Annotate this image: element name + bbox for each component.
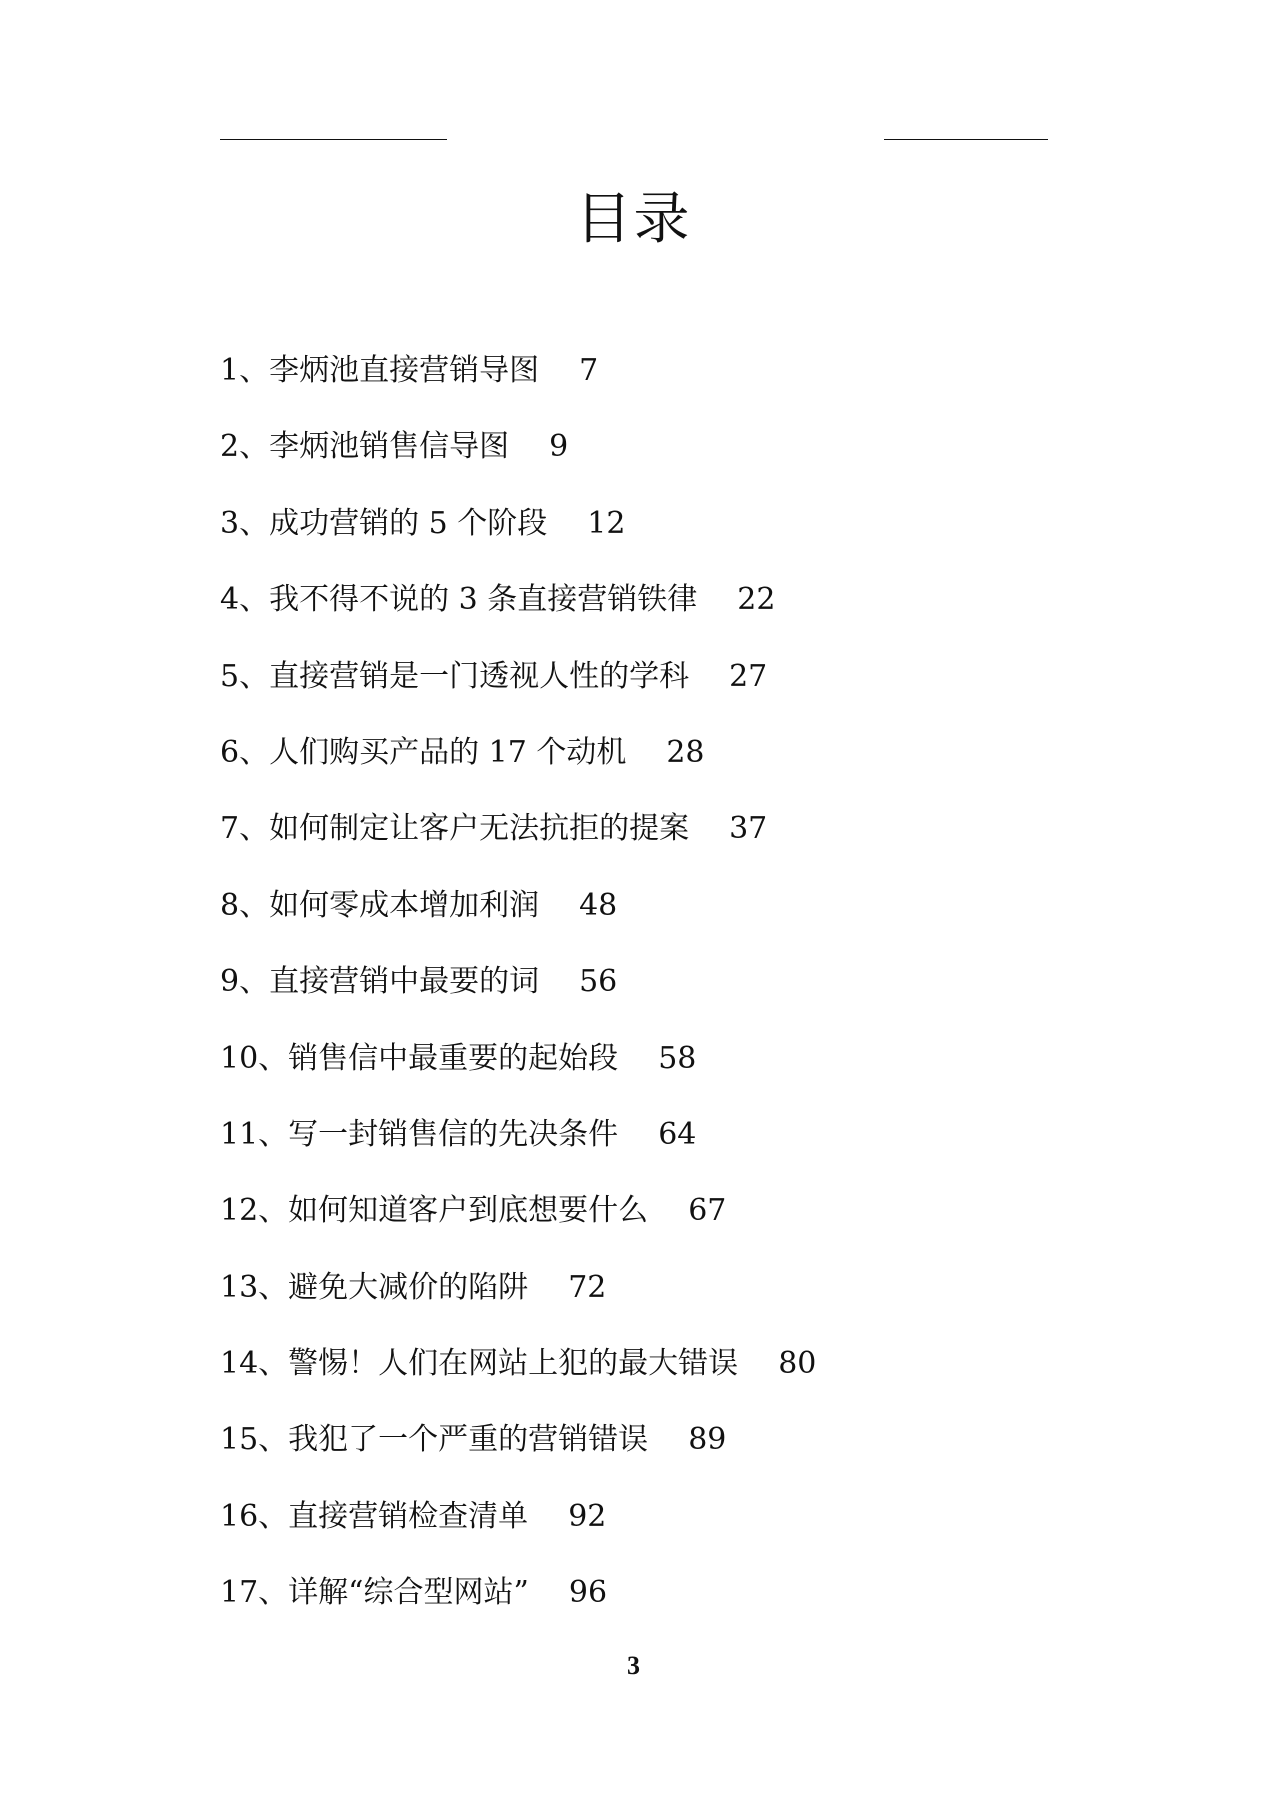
toc-entry[interactable] [220, 1100, 1120, 1176]
toc-entry[interactable] [220, 794, 1120, 870]
toc-entry[interactable] [220, 1024, 1120, 1100]
header-rule-right [884, 139, 1048, 140]
toc-entry[interactable] [220, 412, 1120, 488]
toc-entry[interactable] [220, 336, 1120, 412]
toc-entry[interactable] [220, 489, 1120, 565]
toc-entry-label: 3、成功营销的 5 个阶段 [220, 505, 548, 541]
toc-entry-page: 80 [778, 1346, 817, 1382]
toc-entry-page: 7 [579, 353, 599, 388]
toc-entry-page: 72 [568, 1269, 607, 1305]
toc-entry-label: 12、如何知道客户到底想要什么 [220, 1193, 649, 1229]
toc-entry-label: 17、详解“综合型网站” [220, 1575, 529, 1611]
toc-entry-label: 11、写一封销售信的先决条件 [220, 1116, 619, 1152]
toc-entry-label: 5、直接营销是一门透视人性的学科 [220, 658, 690, 694]
toc-entry-label: 15、我犯了一个严重的营销错误 [220, 1422, 649, 1458]
toc-entry[interactable] [220, 1482, 1120, 1558]
toc-entry[interactable] [220, 1176, 1120, 1252]
toc-entry[interactable] [220, 947, 1120, 1023]
toc-entry[interactable] [220, 871, 1120, 947]
toc-entry-page: 27 [729, 658, 768, 694]
toc-entry-page: 37 [729, 811, 768, 847]
toc-entry-label: 1、李炳池直接营销导图 [220, 353, 540, 388]
table-of-contents [220, 336, 1120, 1635]
toc-entry-page: 9 [549, 429, 569, 465]
page-number: 3 [627, 1651, 640, 1680]
page-title: 目录 [575, 187, 692, 252]
toc-entry-page: 58 [658, 1040, 697, 1076]
toc-entry-page: 89 [688, 1422, 727, 1458]
toc-entry-label: 2、李炳池销售信导图 [220, 429, 510, 465]
toc-entry-page: 28 [666, 734, 705, 770]
toc-entry-label: 13、避免大减价的陷阱 [220, 1269, 529, 1305]
toc-entry-label: 10、销售信中最重要的起始段 [220, 1040, 619, 1076]
toc-entry-page: 22 [737, 582, 776, 618]
toc-entry-page: 67 [688, 1193, 727, 1229]
toc-entry-page: 64 [658, 1116, 697, 1152]
toc-entry-label: 16、直接营销检查清单 [220, 1498, 529, 1534]
toc-entry-page: 12 [587, 505, 626, 541]
toc-entry[interactable] [220, 565, 1120, 641]
toc-entry[interactable] [220, 1405, 1120, 1481]
toc-entry[interactable] [220, 1558, 1120, 1634]
toc-entry-label: 4、我不得不说的 3 条直接营销铁律 [220, 582, 698, 618]
toc-entry-label: 14、警惕！人们在网站上犯的最大错误 [220, 1346, 739, 1382]
toc-entry[interactable] [220, 1329, 1120, 1405]
toc-entry-label: 6、人们购买产品的 17 个动机 [220, 734, 627, 770]
toc-entry-label: 8、如何零成本增加利润 [220, 887, 540, 923]
toc-entry[interactable] [220, 642, 1120, 718]
toc-entry-label: 7、如何制定让客户无法抗拒的提案 [220, 811, 690, 847]
toc-entry-page: 48 [579, 887, 618, 923]
header-rule-left [220, 139, 447, 140]
toc-entry-page: 56 [579, 964, 618, 1000]
toc-entry-label: 9、直接营销中最要的词 [220, 964, 540, 1000]
toc-entry[interactable] [220, 1253, 1120, 1329]
toc-entry[interactable] [220, 718, 1120, 794]
toc-entry-page: 96 [568, 1575, 608, 1611]
toc-entry-page: 92 [568, 1498, 607, 1534]
